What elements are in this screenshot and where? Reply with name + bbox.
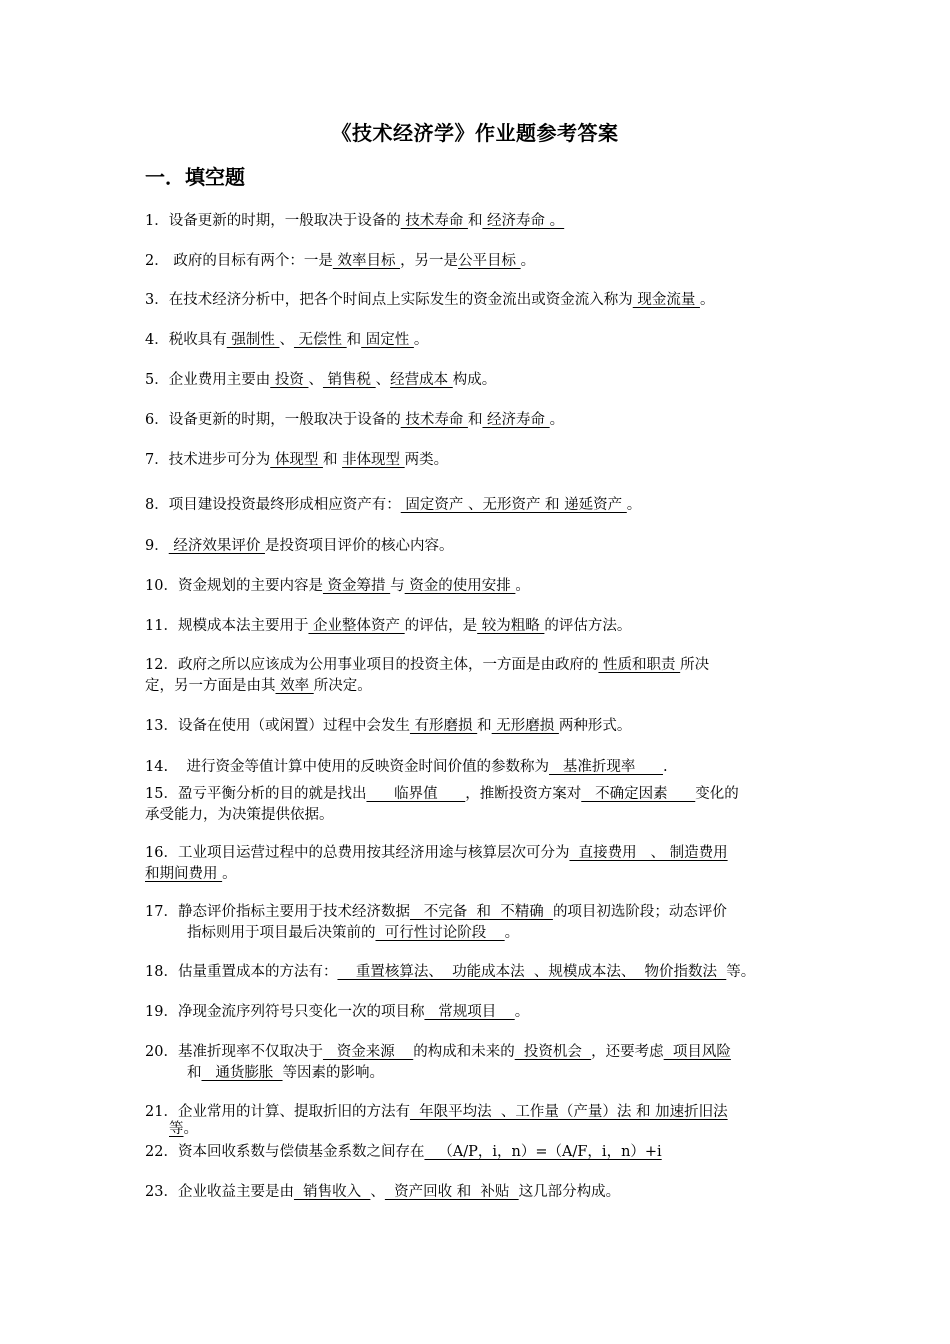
question-text: 。 [549,412,565,428]
answer-blank: 不完备 和 不精确 [409,904,553,920]
answer-blank: 强制性 [226,332,280,348]
question-text: 和 [187,1065,202,1081]
question-text: 、 [308,372,323,388]
question-text: 的项目初选阶段；动态评价 [552,904,727,920]
question-number: 10． [145,578,178,594]
question-text: 。 [520,253,536,269]
question-line [145,923,813,944]
question-18 [145,962,813,983]
question-15 [145,784,813,826]
question-text: 、 [370,1184,385,1200]
question-text: 工业项目运营过程中的总费用按其经济用途与核算层次可分为 [177,845,570,861]
question-number: 18． [145,964,178,980]
answer-blank: 年限平均法 、工作量（产量）法 和 加速折旧法 [409,1104,728,1120]
answer-blank: 项目风险 [663,1044,731,1060]
question-text: 的构成和未来的 [413,1044,515,1060]
answer-blank: 较为粗略 [477,618,545,634]
question-4 [145,330,813,351]
question-9 [145,536,813,557]
question-text: 政府之所以应该成为公用事业项目的投资主体，一方面是由政府的 [177,657,599,673]
answer-blank: 固定性 [361,332,414,348]
answer-blank: 体现型 [270,452,323,468]
answer-blank: 临界值 [366,786,466,802]
question-text: 。 [626,497,642,513]
answer-blank: 企业整体资产 [308,618,405,634]
question-text: ，推断投资方案对 [465,786,582,802]
question-21 [145,1102,813,1140]
question-text: 盈亏平衡分析的目的就是找出 [177,786,367,802]
question-text: 等。 [726,964,756,980]
question-line [145,864,813,885]
question-text: 和 [346,332,362,348]
question-text: 企业收益主要是由 [177,1184,294,1200]
question-text: 构成。 [452,372,497,388]
question-10 [145,576,813,597]
question-text: 设备更新的时期，一般取决于设备的 [168,213,401,229]
question-text: 和 [322,452,343,468]
answer-blank: 资产回收 和 补贴 [384,1184,519,1200]
question-16 [145,843,813,885]
question-line [145,805,813,826]
answer-blank: 经济寿命 [482,412,550,428]
question-3 [145,290,813,311]
question-12 [145,655,813,697]
answer-blank: 基准折现率 [549,759,663,775]
answer-blank: 投资机会 [514,1044,592,1060]
question-number: 15． [145,786,178,802]
question-text: 估量重置成本的方法有： [177,964,338,980]
question-number: 1． [145,213,169,229]
question-number: 2． [145,253,169,269]
question-number: 5． [145,372,169,388]
answer-blank: 可行性讨论阶段 [375,925,505,941]
answer-blank: 直接费用 、 制造费用 [569,845,728,861]
question-number: 8． [145,497,169,513]
question-text: ，还要考虑 [591,1044,664,1060]
question-text: 企业常用的计算、提取折旧的方法有 [177,1104,410,1120]
question-text: 。 [699,292,715,308]
answer-blank: 效率目标 [332,253,401,269]
question-text: 设备在使用（或闲置）过程中会发生 [177,718,410,734]
question-text: 的评估，是 [404,618,478,634]
question-text: 。 [504,925,520,941]
question-19 [145,1002,813,1023]
question-number: 12． [145,657,178,673]
question-5 [145,370,813,391]
question-text: 指标则用于项目最后决策前的 [187,925,376,941]
question-22 [145,1142,813,1163]
question-text: 规模成本法主要用于 [177,618,309,634]
question-number: 22． [145,1144,178,1160]
question-11 [145,616,813,637]
question-1 [145,211,813,232]
question-number: 20． [145,1044,178,1060]
answer-blank: 经济寿命 。 [482,213,565,229]
question-number: 17． [145,904,178,920]
question-text: 承受能力，为决策提供依据。 [145,807,334,823]
answer-blank: 无偿性 [293,332,347,348]
question-14 [145,757,813,778]
question-line [145,1102,813,1123]
document-title: 《技术经济学》作业题参考答案 [331,121,619,145]
question-text: 等因素的影响。 [282,1065,385,1081]
question-line [145,902,813,923]
question-7 [145,450,813,471]
answer-blank: 等 [169,1121,184,1137]
question-text: 的评估方法。 [544,618,632,634]
question-text: 。 [413,332,429,348]
answer-blank: 性质和职责 [598,657,681,673]
question-number: 21． [145,1104,178,1120]
answer-blank: 经济效果评价 [168,538,265,554]
question-number: 13． [145,718,178,734]
answer-blank: 有形磨损 [409,718,478,734]
answer-blank: 资金来源 [322,1044,414,1060]
question-line [145,1063,813,1084]
answer-blank: 通货膨胀 [201,1065,283,1081]
answer-blank: 资金的使用安排 [404,578,516,594]
question-text: 进行资金等值计算中使用的反映资金时间价值的参数称为 [168,759,549,775]
answer-blank: 效率 [275,678,314,694]
question-text: 静态评价指标主要用于技术经济数据 [177,904,410,920]
question-text: 这几部分构成。 [518,1184,621,1200]
question-8 [145,495,813,516]
question-text: ，另一是 [400,253,459,269]
question-line [145,1042,813,1063]
section-heading: 一．填空题 [145,165,245,189]
answer-blank: 和期间费用 [145,866,223,882]
answer-blank: 销售收入 [293,1184,371,1200]
answer-blank: 经营成本 [390,372,453,388]
question-text: 资金规划的主要内容是 [177,578,323,594]
question-text: 、 [375,372,391,388]
question-text: 设备更新的时期，一般取决于设备的 [168,412,401,428]
question-text: 、 [279,332,294,348]
question-number: 16． [145,845,178,861]
question-number: 14. [145,759,169,775]
question-number: 4． [145,332,169,348]
answer-blank: 资金筹措 [322,578,391,594]
question-text: 。 [514,1004,530,1020]
answer-blank: 非体现型 [342,452,405,468]
question-line [145,784,813,805]
answer-blank: 重置核算法、 功能成本法 、规模成本法、 物价指数法 [337,964,727,980]
question-text: 技术进步可分为 [168,452,271,468]
question-text: 所决 [680,657,710,673]
question-20 [145,1042,813,1084]
question-text: 资本回收系数与偿债基金系数之间存在 [177,1144,425,1160]
question-text: 两类。 [404,452,449,468]
answer-blank: 投资 [270,372,309,388]
answer-blank: 公平目标 [458,253,521,269]
answer-blank: 技术寿命 [400,213,468,229]
question-line [145,843,813,864]
question-text: 净现金流序列符号只变化一次的项目称 [177,1004,425,1020]
question-number: 3． [145,292,169,308]
question-17 [145,902,813,944]
question-text: 项目建设投资最终形成相应资产有： [168,497,401,513]
answer-blank: 固定资产 、无形资产 和 递延资产 [400,497,627,513]
question-text: 。 [222,866,237,882]
question-text: 与 [390,578,405,594]
question-number: 23． [145,1184,178,1200]
question-number: 7． [145,452,169,468]
question-text: 所决定。 [313,678,372,694]
question-line [145,655,813,676]
question-text: 政府的目标有两个：一是 [168,253,333,269]
question-text: 是投资项目评价的核心内容。 [264,538,454,554]
answer-blank: 现金流量 [632,292,700,308]
question-text: 企业费用主要由 [168,372,271,388]
question-text: 税收具有 [168,332,227,348]
question-number: 19． [145,1004,178,1020]
answer-blank: 无形磨损 [491,718,559,734]
question-text: 变化的 [695,786,739,802]
question-text: 基准折现率不仅取决于 [177,1044,323,1060]
answer-blank: 常规项目 [424,1004,515,1020]
question-2 [145,251,813,272]
question-text: 和 [467,412,483,428]
question-number: 11． [145,618,178,634]
question-23 [145,1182,813,1203]
question-text: 。 [515,578,530,594]
question-text: 两种形式。 [558,718,632,734]
question-line [145,676,813,697]
question-text: 。 [183,1121,198,1137]
question-number: 9． [145,538,169,554]
answer-blank: 不确定因素 [581,786,696,802]
answer-blank: 销售税 [322,372,376,388]
question-text: 和 [467,213,483,229]
question-6 [145,410,813,431]
question-number: 6． [145,412,169,428]
question-text: 在技术经济分析中，把各个时间点上实际发生的资金流出或资金流入称为 [168,292,633,308]
question-13 [145,716,813,737]
question-text: 和 [477,718,492,734]
answer-blank: （A/P，i，n）=（A/F，i，n）+i [424,1144,662,1160]
answer-blank: 技术寿命 [400,412,468,428]
question-text: 定，另一方面是由其 [145,678,276,694]
question-text: . [662,759,668,775]
